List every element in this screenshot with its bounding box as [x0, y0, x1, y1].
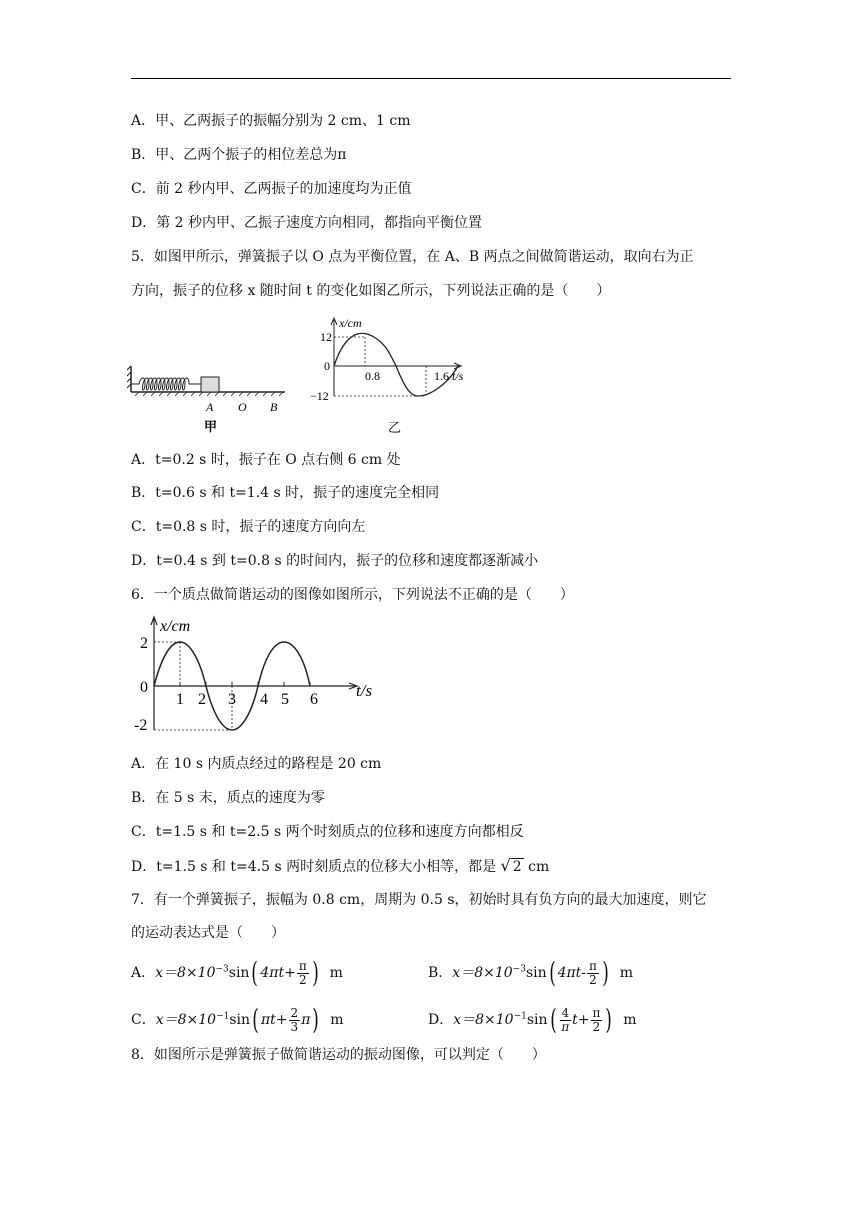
q7-d-den: 2: [592, 1019, 601, 1034]
oscillator-block: [201, 377, 219, 392]
q7-stem-line1: 7．有一个弹簧振子，振幅为 0.8 cm，周期为 0.5 s，初始时具有负方向的最大加速度，则它: [131, 892, 707, 908]
q7-d-num: π: [592, 1005, 601, 1020]
q4-option-a: A．甲、乙两振子的振幅分别为 2 cm、1 cm: [131, 113, 411, 129]
q7-b-fraction: [587, 960, 599, 987]
q4-option-b: B．甲、乙两个振子的相位差总为π: [131, 147, 347, 163]
q7-a-exp: −3: [215, 964, 229, 975]
q7-d-exp: −1: [513, 1011, 527, 1022]
q5-stem-line1: 5．如图甲所示，弹簧振子以 O 点为平衡位置，在 A、B 两点之间做简谐运动，取向右为正: [131, 249, 694, 265]
q7-b-inner: 4πt-: [557, 965, 587, 981]
label-b: B: [270, 400, 278, 414]
q7-a-den: 2: [298, 972, 307, 987]
q7-d-num1: 4: [561, 1005, 570, 1020]
caption-yi: 乙: [388, 420, 402, 435]
q7-a-pre: x＝8×10: [155, 965, 216, 981]
q7-c-lparen: (: [252, 1003, 259, 1036]
q7-d-label: D．: [428, 1012, 454, 1028]
q6-option-b: B．在 5 s 末，质点的速度为零: [131, 790, 325, 806]
q7-c-inner2: π: [301, 1012, 311, 1028]
q7-b-label: B．: [428, 965, 453, 981]
q7-b-den: 2: [589, 972, 597, 987]
spring-coil: [131, 378, 201, 390]
q7-d-fraction1: [560, 1007, 572, 1034]
q7-option-c: [131, 1003, 344, 1036]
q5-stem-line2: 方向，振子的位移 x 随时间 t 的变化如图乙所示，下列说法正确的是（ ）: [131, 283, 611, 299]
q6-option-d: [131, 856, 549, 877]
q7-a-unit: m: [329, 965, 343, 981]
q7-d-fn: sin: [526, 1012, 548, 1028]
label-o: O: [238, 400, 247, 414]
q7-c-exp: −1: [216, 1011, 230, 1022]
tick-1-6: 1.6: [434, 369, 449, 383]
q6-xtick-1: 1: [176, 691, 184, 708]
q6-xtick-5: 5: [281, 691, 289, 708]
q4-option-d: D．第 2 秒内甲、乙振子速度方向相同，都指向平衡位置: [131, 215, 483, 231]
q7-b-fn: sin: [525, 965, 547, 981]
q6-xtick-2: 2: [198, 691, 206, 708]
q7-c-fraction: [289, 1007, 301, 1034]
q7-a-fraction: [297, 960, 309, 987]
q7-a-fn: sin: [228, 965, 250, 981]
tick-minus-12: −12: [310, 389, 329, 403]
q7-b-lparen: (: [548, 956, 556, 989]
q7-c-num: 2: [290, 1005, 299, 1020]
q7-b-pre: x＝8×10: [452, 965, 513, 981]
q7-d-pre: x＝8×10: [453, 1012, 514, 1028]
q7-d-inner: t+: [572, 1012, 590, 1028]
q7-b-rparen: ): [602, 956, 609, 989]
q7-option-d: [428, 1003, 637, 1036]
q7-b-exp: −3: [512, 964, 526, 975]
q7-c-label: C．: [131, 1012, 156, 1028]
label-a: A: [206, 400, 214, 414]
q7-d-fraction2: [591, 1007, 603, 1034]
tick-0-8: 0.8: [365, 369, 380, 383]
q6-option-a: A．在 10 s 内质点经过的路程是 20 cm: [131, 756, 382, 772]
q7-a-num: π: [298, 958, 307, 973]
q6-axis-label-x-cm: x/cm: [160, 618, 191, 635]
q7-d-rparen: ): [605, 1003, 613, 1036]
tick-12: 12: [320, 330, 332, 344]
q6-option-d-text: D．t=1.5 s 和 t=4.5 s 两时刻质点的位移大小相等，都是: [131, 859, 497, 875]
sqrt-radicand: 2: [512, 859, 522, 875]
q7-d-unit: m: [623, 1012, 637, 1028]
axis-label-x-cm: x/cm: [339, 316, 362, 330]
q7-c-unit: m: [330, 1012, 344, 1028]
q8-stem: 8．如图所示是弹簧振子做简谐运动的振动图像，可以判定（ ）: [131, 1047, 546, 1063]
axis-label-t-s: t/s: [452, 369, 464, 383]
q7-a-rparen: ): [311, 956, 319, 989]
q6-tick-2: 2: [140, 635, 148, 652]
q7-a-lparen: (: [251, 956, 259, 989]
q5-option-a: A．t=0.2 s 时，振子在 O 点右侧 6 cm 处: [131, 452, 401, 468]
caption-jia: 甲: [204, 419, 218, 434]
sine-curve: [334, 333, 458, 396]
q6-stem: 6．一个质点做简谐运动的图像如图所示，下列说法不正确的是（ ）: [131, 587, 574, 603]
q6-option-c: C．t=1.5 s 和 t=2.5 s 两个时刻质点的位移和速度方向都相反: [131, 824, 524, 840]
tick-zero: 0: [324, 359, 330, 373]
q7-a-inner: 4πt+: [260, 965, 296, 981]
q5-option-b: B．t=0.6 s 和 t=1.4 s 时，振子的速度完全相同: [131, 485, 440, 501]
q7-d-lparen: (: [549, 1003, 557, 1036]
q6-xtick-3: 3: [228, 691, 236, 708]
q6-option-d-unit: cm: [528, 859, 550, 875]
q4-option-c: C．前 2 秒内甲、乙两振子的加速度均为正值: [131, 181, 412, 197]
q7-d-den1: π: [561, 1019, 570, 1034]
q5-option-d: D．t=0.4 s 到 t=0.8 s 的时间内，振子的位移和速度都逐渐减小: [131, 553, 539, 569]
q5-figure-yi: [310, 314, 480, 436]
q7-c-fn: sin: [229, 1012, 251, 1028]
q5-option-c: C．t=0.8 s 时，振子的速度方向向左: [131, 519, 366, 535]
q7-a-label: A．: [131, 965, 156, 981]
q6-xtick-4: 4: [260, 691, 268, 708]
header-rule: [131, 78, 731, 79]
q7-c-inner1: πt+: [260, 1012, 288, 1028]
q7-c-pre: x＝8×10: [155, 1012, 217, 1028]
q6-axis-label-t-s: t/s: [356, 681, 373, 700]
q7-option-a: [131, 956, 343, 989]
sqrt-symbol: √: [500, 856, 511, 875]
q7-option-b: [428, 956, 634, 989]
q7-c-den: 3: [290, 1019, 299, 1034]
q7-stem-line2: 的运动表达式是（ ）: [131, 925, 285, 941]
q6-figure: [134, 612, 384, 740]
q6-xtick-6: 6: [310, 691, 318, 708]
q6-tick-zero: 0: [140, 679, 148, 696]
q5-figure-jia: [127, 362, 292, 437]
q6-tick-minus-2: -2: [134, 717, 148, 734]
q7-b-num: π: [589, 958, 597, 973]
q7-c-rparen: ): [312, 1003, 320, 1036]
q7-b-unit: m: [619, 965, 634, 981]
